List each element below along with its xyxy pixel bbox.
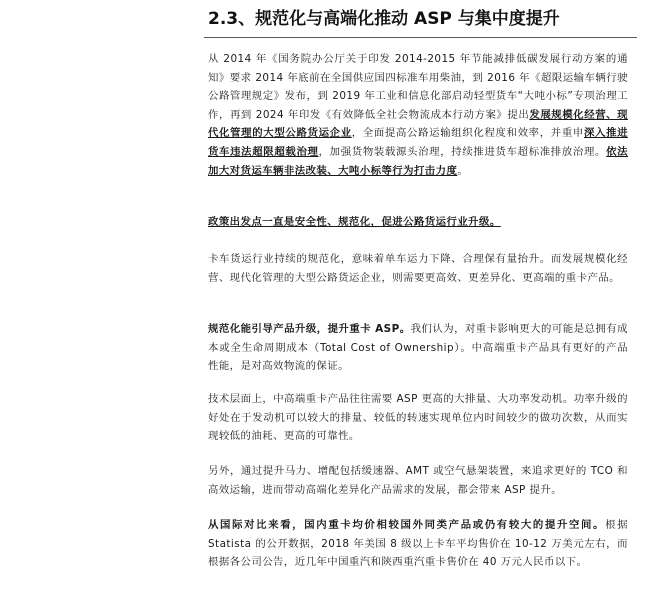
paragraph-policy-goal: 政策出发点一直是安全性、规范化，促进公路货运行业升级。 bbox=[208, 216, 501, 228]
section-heading: 2.3、规范化与高端化推动 ASP 与集中度提升 bbox=[208, 9, 560, 29]
paragraph-asp-upgrade bbox=[208, 320, 628, 376]
international-lead: 从国际对比来看，国内重卡均价相较国外同类产品或仍有较大的提升空间。 bbox=[208, 519, 606, 531]
heading-divider bbox=[204, 37, 637, 38]
emphasis-overload-governance: 深入推进货车违法超限超载治理 bbox=[208, 127, 628, 158]
policy-history-text-2: ，全面提高公路运输组织化程度和效率，并重申 bbox=[351, 127, 584, 140]
policy-history-end: 。 bbox=[457, 164, 469, 177]
policy-history-text: 从 2014 年《国务院办公厅关于印发 2014-2015 年节能减排低碳发展行动方案的通知》要求 2014 年底前在全国供应国四标准车用柴油，到 2016 年《超限运输车辆行驶公路管理规定》发布，到 2019 年工业和信息化部启动轻型货车“大吨小标”专项治理工作，再到 2024 年印发《有效降低全社会物流成本行动方案》提出 bbox=[208, 53, 628, 121]
asp-upgrade-lead: 规范化能引导产品升级，提升重卡 ASP。 bbox=[208, 323, 411, 335]
paragraph-international bbox=[208, 516, 628, 572]
international-body: 根据 Statista 的公开数据，2018 年美国 8 级以上卡车平均售价在 10-12 万美元左右，而根据各公司公告，近几年中国重汽和陕西重汽重卡售价在 40 万元人民币以下。 bbox=[208, 519, 628, 569]
paragraph-standardization: 卡车货运行业持续的规范化，意味着单车运力下降、合理保有量抬升。而发展规模化经营、现代化管理的大型公路货运企业，则需要更高效、更差异化、更高端的重卡产品。 bbox=[208, 253, 628, 284]
paragraph-engine-tech: 技术层面上，中高端重卡产品往往需要 ASP 更高的大排量、大功率发动机。功率升级的好处在于发动机可以较大的排量、较低的转速实现单位内时间较少的做功次数，从而实现较低的油耗、更高的可靠性。 bbox=[208, 393, 628, 443]
policy-history-text-3: ，加强货物装载源头治理，持续推进货车超标准排放治理。 bbox=[318, 145, 607, 158]
paragraph-policy-history bbox=[208, 50, 628, 180]
emphasis-illegal-modification: 依法加大对货运车辆非法改装、大吨小标等行为打击力度 bbox=[208, 145, 629, 177]
asp-upgrade-body: 我们认为，对重卡影响更大的可能是总拥有成本或全生命周期成本（Total Cost of Ownership）。中高端重卡产品具有更好的产品性能，是对高效物流的保证。 bbox=[208, 323, 628, 373]
emphasis-scale-operation: 发展规模化经营、现代化管理的大型公路货运企业 bbox=[208, 108, 628, 140]
paragraph-tco: 另外，通过提升马力、增配包括缓速器、AMT 或空气悬架装置，来追求更好的 TCO 和高效运输，进而带动高端化差异化产品需求的发展，都会带来 ASP 提升。 bbox=[208, 465, 628, 496]
